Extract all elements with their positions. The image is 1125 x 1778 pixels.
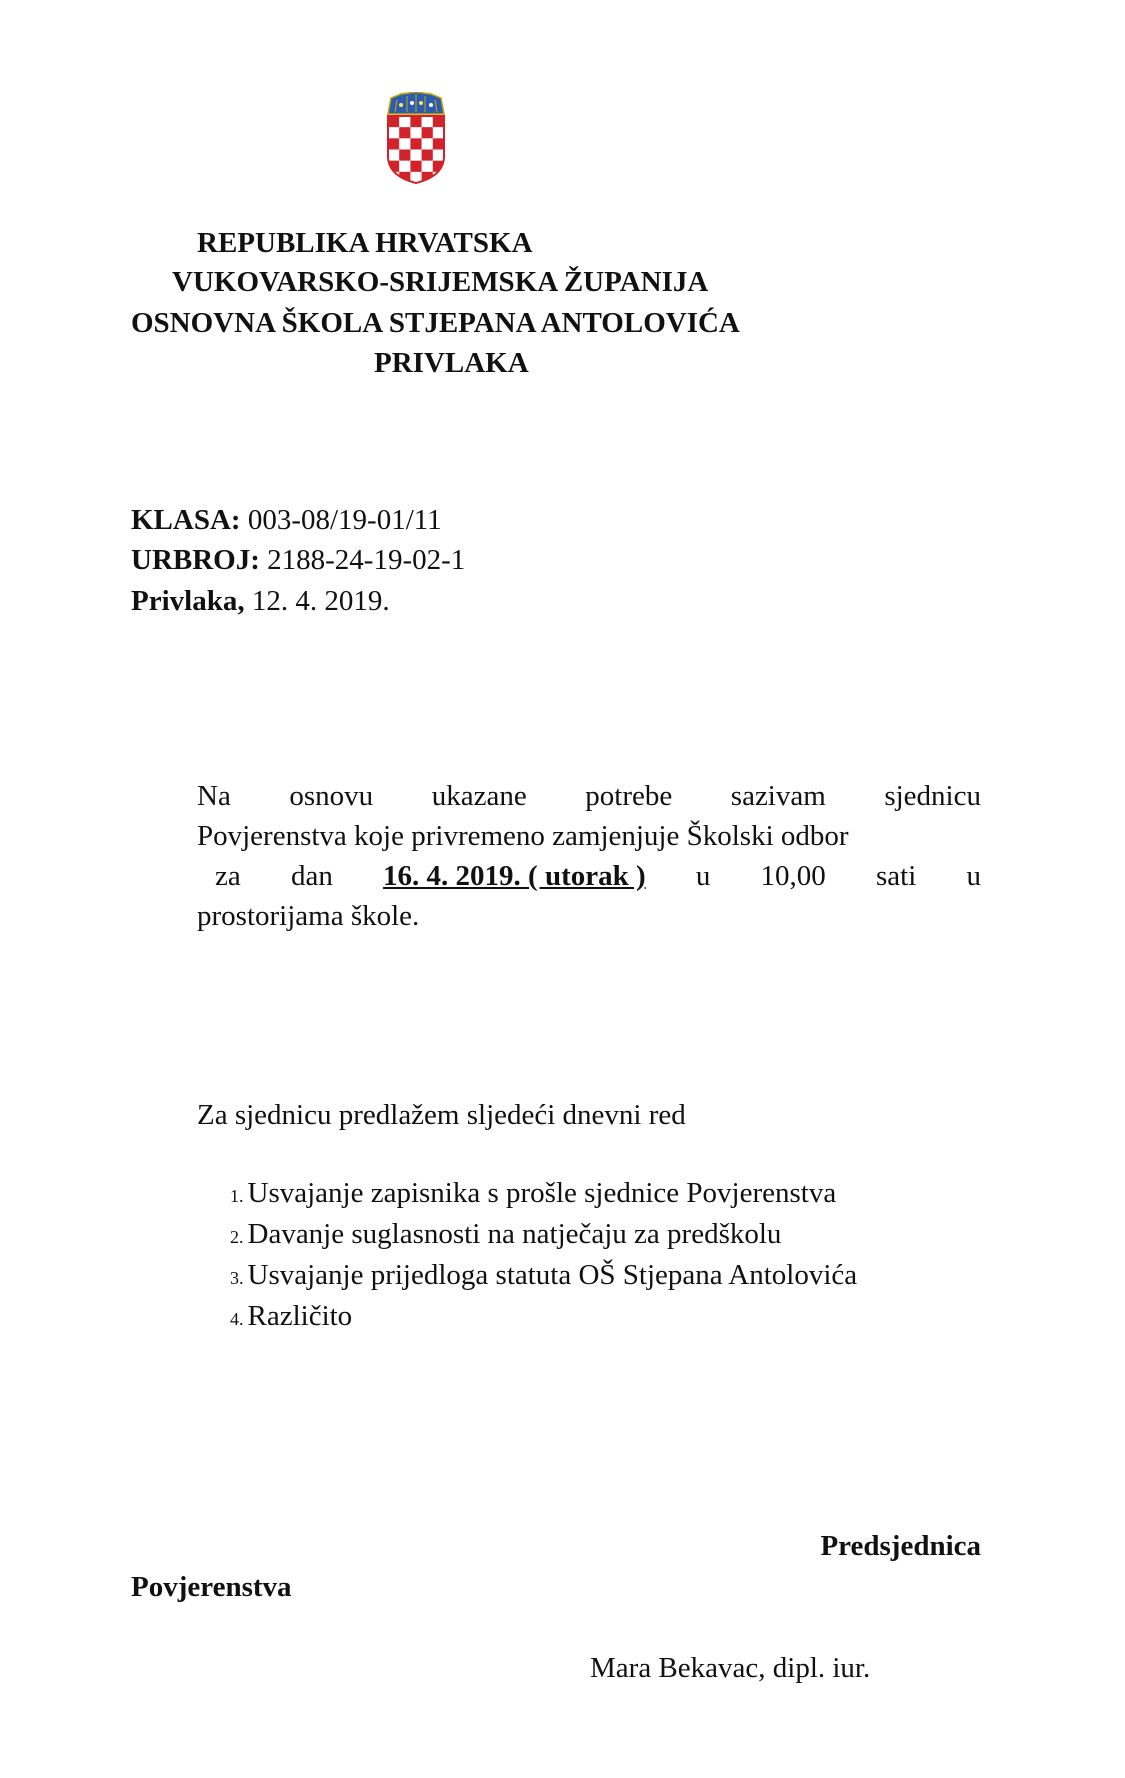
body-line-1: Na osnovu ukazane potrebe sazivam sjednicu [197,780,981,812]
document-date: 12. 4. 2019. [251,585,390,617]
date-line [131,587,390,616]
klasa-line [131,506,442,535]
list-item: 1. Usvajanje zapisnika s prošle sjednice Povjerenstva [230,1177,837,1209]
signature-name: Mara Bekavac, dipl. iur. [590,1652,871,1684]
body-line-4: prostorijama škole. [197,900,420,932]
header-county: VUKOVARSKO-SRIJEMSKA ŽUPANIJA [172,266,709,298]
place-label: Privlaka, [131,585,245,617]
urbroj-line [131,546,465,575]
body-paragraph [197,776,981,936]
header-school: OSNOVNA ŠKOLA STJEPANA ANTOLOVIĆA [131,307,740,339]
header-city: PRIVLAKA [374,347,529,379]
agenda-list [230,1174,857,1338]
klasa-value: 003-08/19-01/11 [247,504,442,536]
signature-title-part1: Predsjednica [820,1530,981,1562]
body-line-3: za dan 16. 4. 2019. ( utorak ) u 10,00 sati u [197,856,981,896]
header-country: REPUBLIKA HRVATSKA [197,227,533,259]
list-item: 4. Različito [230,1300,353,1332]
meeting-date: 16. 4. 2019. ( utorak ) [383,860,646,892]
urbroj-value: 2188-24-19-02-1 [267,544,466,576]
list-item: 3. Usvajanje prijedloga statuta OŠ Stjepana Antolovića [230,1259,858,1291]
list-item: 2. Davanje suglasnosti na natječaju za predškolu [230,1218,782,1250]
agenda-intro: Za sjednicu predlažem sljedeći dnevni red [197,1099,686,1131]
body-line-2: Povjerenstva koje privremeno zamjenjuje Školski odbor [197,820,849,852]
croatian-coat-of-arms-icon [385,92,447,184]
signature-title-part2: Povjerenstva [131,1571,292,1603]
urbroj-label: URBROJ: [131,544,260,576]
klasa-label: KLASA: [131,504,241,536]
